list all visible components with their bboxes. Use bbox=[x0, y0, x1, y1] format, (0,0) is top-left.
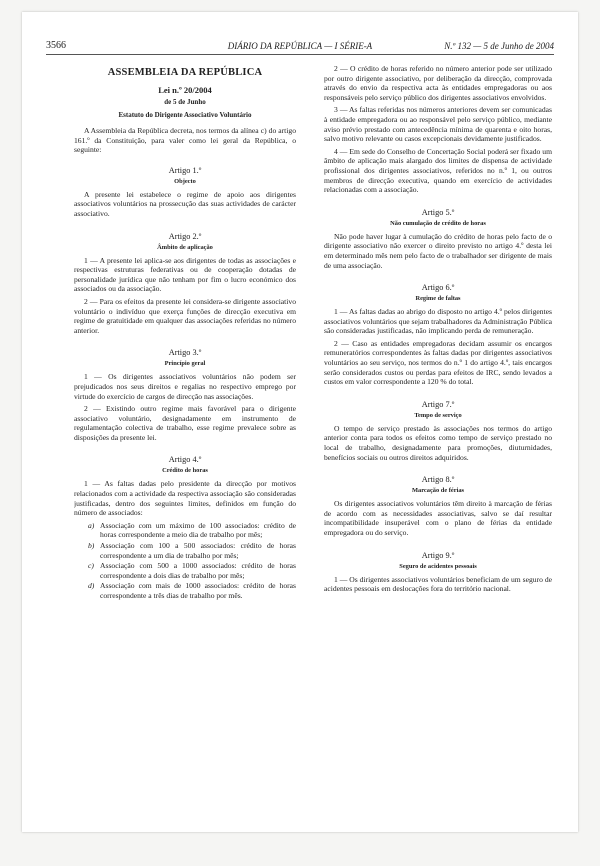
article-2-subject: Âmbito de aplicação bbox=[157, 243, 213, 251]
list-text: Associação com mais de 1000 associados: crédito de horas correspondente a três dias de trabalho por mês. bbox=[100, 581, 296, 600]
article-2-paragraph-2: 2 — Para os efeitos da presente lei considera-se dirigente associativo voluntário o indivíduo que exerça funções de direcção executiva em regime de gratuitidade em qualquer das associações referidas no número anterior. bbox=[74, 296, 296, 335]
article-9-paragraph: 1 — Os dirigentes associativos voluntários beneficiam de um seguro de acidentes pessoais em deslocações fora do território nacional. bbox=[324, 574, 552, 594]
article-3-heading: Artigo 3.º bbox=[168, 348, 202, 358]
list-item bbox=[88, 521, 296, 540]
article-7-subject: Tempo de serviço bbox=[414, 411, 462, 419]
article-5-heading: Artigo 5.º bbox=[421, 207, 455, 217]
article-3-paragraph-1: 1 — Os dirigentes associativos voluntários não podem ser prejudicados nos seus direitos e regalias no respectivo emprego por virtude do exercício de cargos de direcção nas associações. bbox=[74, 372, 296, 401]
article-4-paragraph-3: 3 — As faltas referidas nos números anteriores devem ser comunicadas à entidade empregadora ou ao responsável pelo serviço público, mediante aviso prévio prestado com antecedência mínima de quarenta e oito horas, salvo motivo relevante ou casos excepcionais devidamente justificados. bbox=[324, 105, 552, 144]
law-date: de 5 de Junho bbox=[164, 98, 206, 106]
list-item bbox=[88, 581, 296, 600]
article-3-subject: Princípio geral bbox=[164, 360, 206, 368]
article-4-heading: Artigo 4.º bbox=[168, 455, 202, 465]
article-8-paragraph: Os dirigentes associativos voluntários têm direito à marcação de férias de acordo com as necessidades associativas, salvo se daí resultar incompatibilidade insuperável com o plano de férias da entidade empregadora ou do serviço. bbox=[324, 499, 552, 537]
list-text: Associação com um máximo de 100 associados: crédito de horas correspondente a meio dia de trabalho por mês; bbox=[100, 520, 296, 540]
article-4-list bbox=[74, 521, 296, 601]
article-3-paragraph-2: 2 — Existindo outro regime mais favorável para o dirigente associativo voluntário, designadamente em instrumento de regulamentação colectiva de trabalho, esse regime prevalece sobre as disposições da presente lei. bbox=[74, 404, 296, 442]
article-6-heading: Artigo 6.º bbox=[421, 283, 455, 293]
list-item bbox=[88, 541, 296, 560]
list-text: Associação com 100 a 500 associados: crédito de horas correspondente a um dia de trabalho por mês; bbox=[100, 541, 296, 560]
list-letter: c) bbox=[88, 561, 94, 571]
law-title: Estatuto do Dirigente Associativo Voluntário bbox=[118, 111, 252, 119]
page-number: 3566 bbox=[46, 40, 66, 51]
law-number: Lei n.º 20/2004 bbox=[158, 85, 212, 95]
article-1-heading: Artigo 1.º bbox=[168, 165, 202, 175]
left-column bbox=[74, 64, 296, 812]
article-2-heading: Artigo 2.º bbox=[168, 231, 202, 241]
institution-title: ASSEMBLEIA DA REPÚBLICA bbox=[107, 67, 263, 78]
article-4-paragraph-4: 4 — Em sede do Conselho de Concertação Social poderá ser fixado um âmbito de aplicação mais alargado dos limites de dispensa de actividade profissional dos dirigentes associativos, referidos no n.º 1, ou outros membros de direcção executiva, quando em exercício de actividades relacionadas com a associação. bbox=[324, 146, 552, 195]
article-8-subject: Marcação de férias bbox=[411, 487, 465, 495]
article-1-subject: Objecto bbox=[174, 177, 196, 185]
article-9-subject: Seguro de acidentes pessoais bbox=[399, 562, 477, 570]
list-letter: a) bbox=[88, 520, 95, 530]
article-8-heading: Artigo 8.º bbox=[421, 475, 455, 485]
preamble: A Assembleia da República decreta, nos termos da alínea c) do artigo 161.º da Constituição, para valer como lei geral da República, o seguinte: bbox=[74, 126, 296, 155]
article-5-subject: Não cumulação de crédito de horas bbox=[390, 219, 486, 227]
document-page bbox=[22, 12, 578, 832]
article-6-paragraph-2: 2 — Caso as entidades empregadoras decidam assumir os encargos remuneratórios correspondentes às faltas dadas por dirigentes associativos voluntários ao seu serviço, nos termos do n.º 1 do artigo 4.º, tais encargos serão considerados custos ou perdas para efeitos de IRC, sendo levados a custos em valor correspondente a 120 % do total. bbox=[324, 338, 552, 387]
article-2-paragraph-1: 1 — A presente lei aplica-se aos dirigentes de todas as associações e respectivas estruturas federativas ou de cooperação dotadas de personalidade jurídica que não tenham por fim o lucro económico dos associados ou da associação. bbox=[74, 255, 296, 294]
list-letter: d) bbox=[88, 581, 95, 591]
right-column bbox=[324, 64, 552, 812]
article-5-paragraph: Não pode haver lugar à cumulação do crédito de horas pelo facto de o dirigente associativo não exercer o direito previsto no artigo 4.º desta lei em determinado mês nem pelo facto de o trabalhador ser dirigente de mais de uma associação. bbox=[324, 231, 552, 270]
article-6-subject: Regime de faltas bbox=[415, 295, 461, 303]
list-letter: b) bbox=[88, 541, 95, 551]
page-header bbox=[46, 40, 554, 55]
issue-info: N.º 132 — 5 de Junho de 2004 bbox=[444, 41, 554, 51]
article-7-heading: Artigo 7.º bbox=[421, 399, 455, 409]
article-4-subject: Crédito de horas bbox=[162, 467, 208, 475]
article-4-paragraph-1: 1 — As faltas dadas pelo presidente da direcção por motivos relacionados com a actividade da respectiva associação são consideradas justificadas, dentro dos seguintes limites, definidos em função do número de associados: bbox=[74, 479, 296, 518]
article-1-paragraph: A presente lei estabelece o regime de apoio aos dirigentes associativos voluntários na prossecução das suas actividades de carácter associativo. bbox=[74, 189, 296, 218]
list-item bbox=[88, 561, 296, 580]
journal-title: DIÁRIO DA REPÚBLICA — I SÉRIE-A bbox=[227, 41, 373, 51]
article-7-paragraph: O tempo de serviço prestado às associações nos termos do artigo anterior conta para todos os efeitos como tempo de serviço prestado no local de trabalho, designadamente para promoções, diuturnidades, benefícios sociais ou outros direitos adquiridos. bbox=[324, 423, 552, 462]
article-4-paragraph-2: 2 — O crédito de horas referido no número anterior pode ser utilizado por outro dirigente associativo, por deliberação da direcção, comprovada através do envio da respectiva acta às entidades empregadoras ou aos responsáveis pelo serviço público dos dirigentes associativos envolvidos. bbox=[324, 64, 552, 102]
article-9-heading: Artigo 9.º bbox=[421, 550, 455, 560]
article-6-paragraph-1: 1 — As faltas dadas ao abrigo do disposto no artigo 4.º pelos dirigentes associativos voluntários que sejam trabalhadores da Administração Pública são consideradas justificadas, não implicando perda de remuneração. bbox=[324, 307, 552, 336]
list-text: Associação com 500 a 1000 associados: crédito de horas correspondente a dois dias de trabalho por mês; bbox=[100, 561, 296, 580]
